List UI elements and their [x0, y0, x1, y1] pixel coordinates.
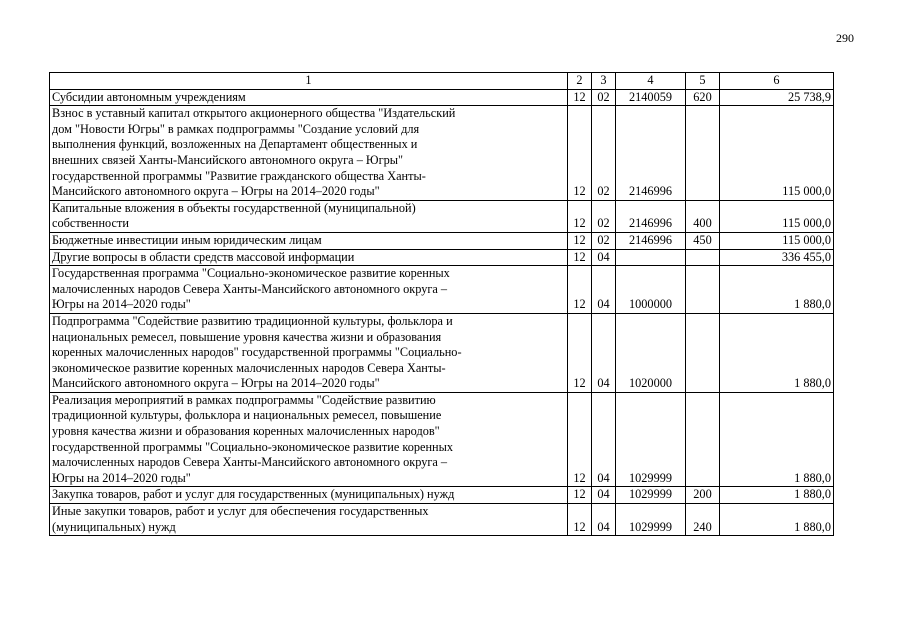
- expense-type-cell: [686, 313, 720, 392]
- table-row: [50, 232, 834, 249]
- item-name-line: выполнения функций, возложенных на Департамент общественных и: [52, 137, 418, 152]
- section-code-cell: 12: [568, 487, 592, 504]
- item-name-line: Мансийского автономного округа – Югры на 2014–2020 годы": [52, 376, 380, 391]
- expense-type-cell: [686, 392, 720, 487]
- section-code-cell: 12: [568, 392, 592, 487]
- item-name-line: дом "Новости Югры" в рамках подпрограммы "Создание условий для: [52, 121, 420, 136]
- item-name-line: Закупка товаров, работ и услуг для государственных (муниципальных) нужд: [52, 487, 455, 502]
- column-header-5: 5: [686, 73, 720, 90]
- subsection-code-cell: 04: [592, 392, 616, 487]
- amount-cell: 115 000,0: [720, 232, 834, 249]
- item-name-line: национальных ремесел, повышение уровня качества жизни и образования: [52, 329, 442, 344]
- table-row: [50, 106, 834, 201]
- item-name-line: экономическое развитие коренных малочисленных народов Севера Ханты-: [52, 360, 446, 375]
- item-name-line: государственной программы "Развитие гражданского общества Ханты-: [52, 168, 426, 183]
- target-article-cell: 1020000: [616, 313, 686, 392]
- expense-type-cell: [686, 266, 720, 314]
- target-article-cell: 1029999: [616, 504, 686, 536]
- item-name-cell: [50, 106, 568, 201]
- amount-cell: 1 880,0: [720, 266, 834, 314]
- amount-cell: 115 000,0: [720, 106, 834, 201]
- subsection-code-cell: 04: [592, 504, 616, 536]
- table-row: [50, 392, 834, 487]
- section-code-cell: 12: [568, 200, 592, 232]
- column-header-3: 3: [592, 73, 616, 90]
- item-name-cell: [50, 266, 568, 314]
- section-code-cell: 12: [568, 249, 592, 266]
- amount-cell: 1 880,0: [720, 487, 834, 504]
- item-name-line: собственности: [52, 216, 129, 231]
- item-name-cell: [50, 487, 568, 504]
- table-row: [50, 504, 834, 536]
- item-name-line: (муниципальных) нужд: [52, 519, 176, 534]
- item-name-line: Иные закупки товаров, работ и услуг для обеспечения государственных: [52, 504, 429, 519]
- item-name-line: Субсидии автономным учреждениям: [52, 89, 246, 104]
- subsection-code-cell: 02: [592, 200, 616, 232]
- item-name-line: внешних связей Ханты-Мансийского автономного округа – Югры": [52, 152, 404, 167]
- target-article-cell: 1029999: [616, 392, 686, 487]
- item-name-cell: [50, 200, 568, 232]
- target-article-cell: 2146996: [616, 200, 686, 232]
- column-header-6: 6: [720, 73, 834, 90]
- column-header-4: 4: [616, 73, 686, 90]
- expense-type-cell: 200: [686, 487, 720, 504]
- item-name-line: Бюджетные инвестиции иным юридическим лицам: [52, 232, 322, 247]
- amount-cell: 25 738,9: [720, 89, 834, 106]
- item-name-line: Капитальные вложения в объекты государственной (муниципальной): [52, 200, 416, 215]
- item-name-cell: [50, 89, 568, 106]
- item-name-line: малочисленных народов Севера Ханты-Мансийского автономного округа –: [52, 281, 448, 296]
- target-article-cell: [616, 249, 686, 266]
- expense-type-cell: 620: [686, 89, 720, 106]
- item-name-line: государственной программы "Социально-экономическое развитие коренных: [52, 439, 454, 454]
- amount-cell: 336 455,0: [720, 249, 834, 266]
- table-row: [50, 89, 834, 106]
- item-name-line: уровня качества жизни и образования коренных малочисленных народов": [52, 424, 440, 439]
- section-code-cell: 12: [568, 232, 592, 249]
- budget-table-body: [50, 73, 834, 536]
- amount-cell: 1 880,0: [720, 313, 834, 392]
- subsection-code-cell: 02: [592, 106, 616, 201]
- subsection-code-cell: 02: [592, 232, 616, 249]
- expense-type-cell: [686, 249, 720, 266]
- item-name-line: Мансийского автономного округа – Югры на 2014–2020 годы": [52, 184, 380, 199]
- item-name-line: Взнос в уставный капитал открытого акционерного общества "Издательский: [52, 106, 456, 121]
- subsection-code-cell: 04: [592, 249, 616, 266]
- item-name-line: Государственная программа "Социально-экономическое развитие коренных: [52, 266, 450, 281]
- target-article-cell: 1029999: [616, 487, 686, 504]
- item-name-cell: [50, 392, 568, 487]
- item-name-line: Подпрограмма "Содействие развитию традиционной культуры, фольклора и: [52, 313, 453, 328]
- column-header-1: 1: [50, 73, 568, 90]
- amount-cell: 115 000,0: [720, 200, 834, 232]
- expense-type-cell: 450: [686, 232, 720, 249]
- section-code-cell: 12: [568, 313, 592, 392]
- item-name-line: коренных малочисленных народов" государственной программы "Социально-: [52, 345, 462, 360]
- subsection-code-cell: 04: [592, 266, 616, 314]
- section-code-cell: 12: [568, 266, 592, 314]
- page-number: 290: [836, 31, 854, 45]
- item-name-cell: [50, 504, 568, 536]
- section-code-cell: 12: [568, 504, 592, 536]
- target-article-cell: 2146996: [616, 232, 686, 249]
- item-name-line: традиционной культуры, фольклора и национальных ремесел, повышение: [52, 408, 442, 423]
- subsection-code-cell: 04: [592, 313, 616, 392]
- target-article-cell: 2140059: [616, 89, 686, 106]
- table-header-row: [50, 73, 834, 90]
- target-article-cell: 2146996: [616, 106, 686, 201]
- expense-type-cell: 400: [686, 200, 720, 232]
- section-code-cell: 12: [568, 89, 592, 106]
- table-row: [50, 313, 834, 392]
- table-row: [50, 266, 834, 314]
- item-name-cell: [50, 249, 568, 266]
- amount-cell: 1 880,0: [720, 504, 834, 536]
- table-row: [50, 200, 834, 232]
- expense-type-cell: 240: [686, 504, 720, 536]
- item-name-line: Другие вопросы в области средств массовой информации: [52, 249, 355, 264]
- expense-type-cell: [686, 106, 720, 201]
- subsection-code-cell: 02: [592, 89, 616, 106]
- amount-cell: 1 880,0: [720, 392, 834, 487]
- item-name-cell: [50, 232, 568, 249]
- item-name-line: Реализация мероприятий в рамках подпрограммы "Содействие развитию: [52, 392, 436, 407]
- column-header-2: 2: [568, 73, 592, 90]
- item-name-line: Югры на 2014–2020 годы": [52, 470, 191, 485]
- item-name-line: Югры на 2014–2020 годы": [52, 297, 191, 312]
- table-row: [50, 249, 834, 266]
- item-name-line: малочисленных народов Севера Ханты-Мансийского автономного округа –: [52, 455, 448, 470]
- table-row: [50, 487, 834, 504]
- budget-table: [49, 72, 834, 536]
- section-code-cell: 12: [568, 106, 592, 201]
- subsection-code-cell: 04: [592, 487, 616, 504]
- item-name-cell: [50, 313, 568, 392]
- target-article-cell: 1000000: [616, 266, 686, 314]
